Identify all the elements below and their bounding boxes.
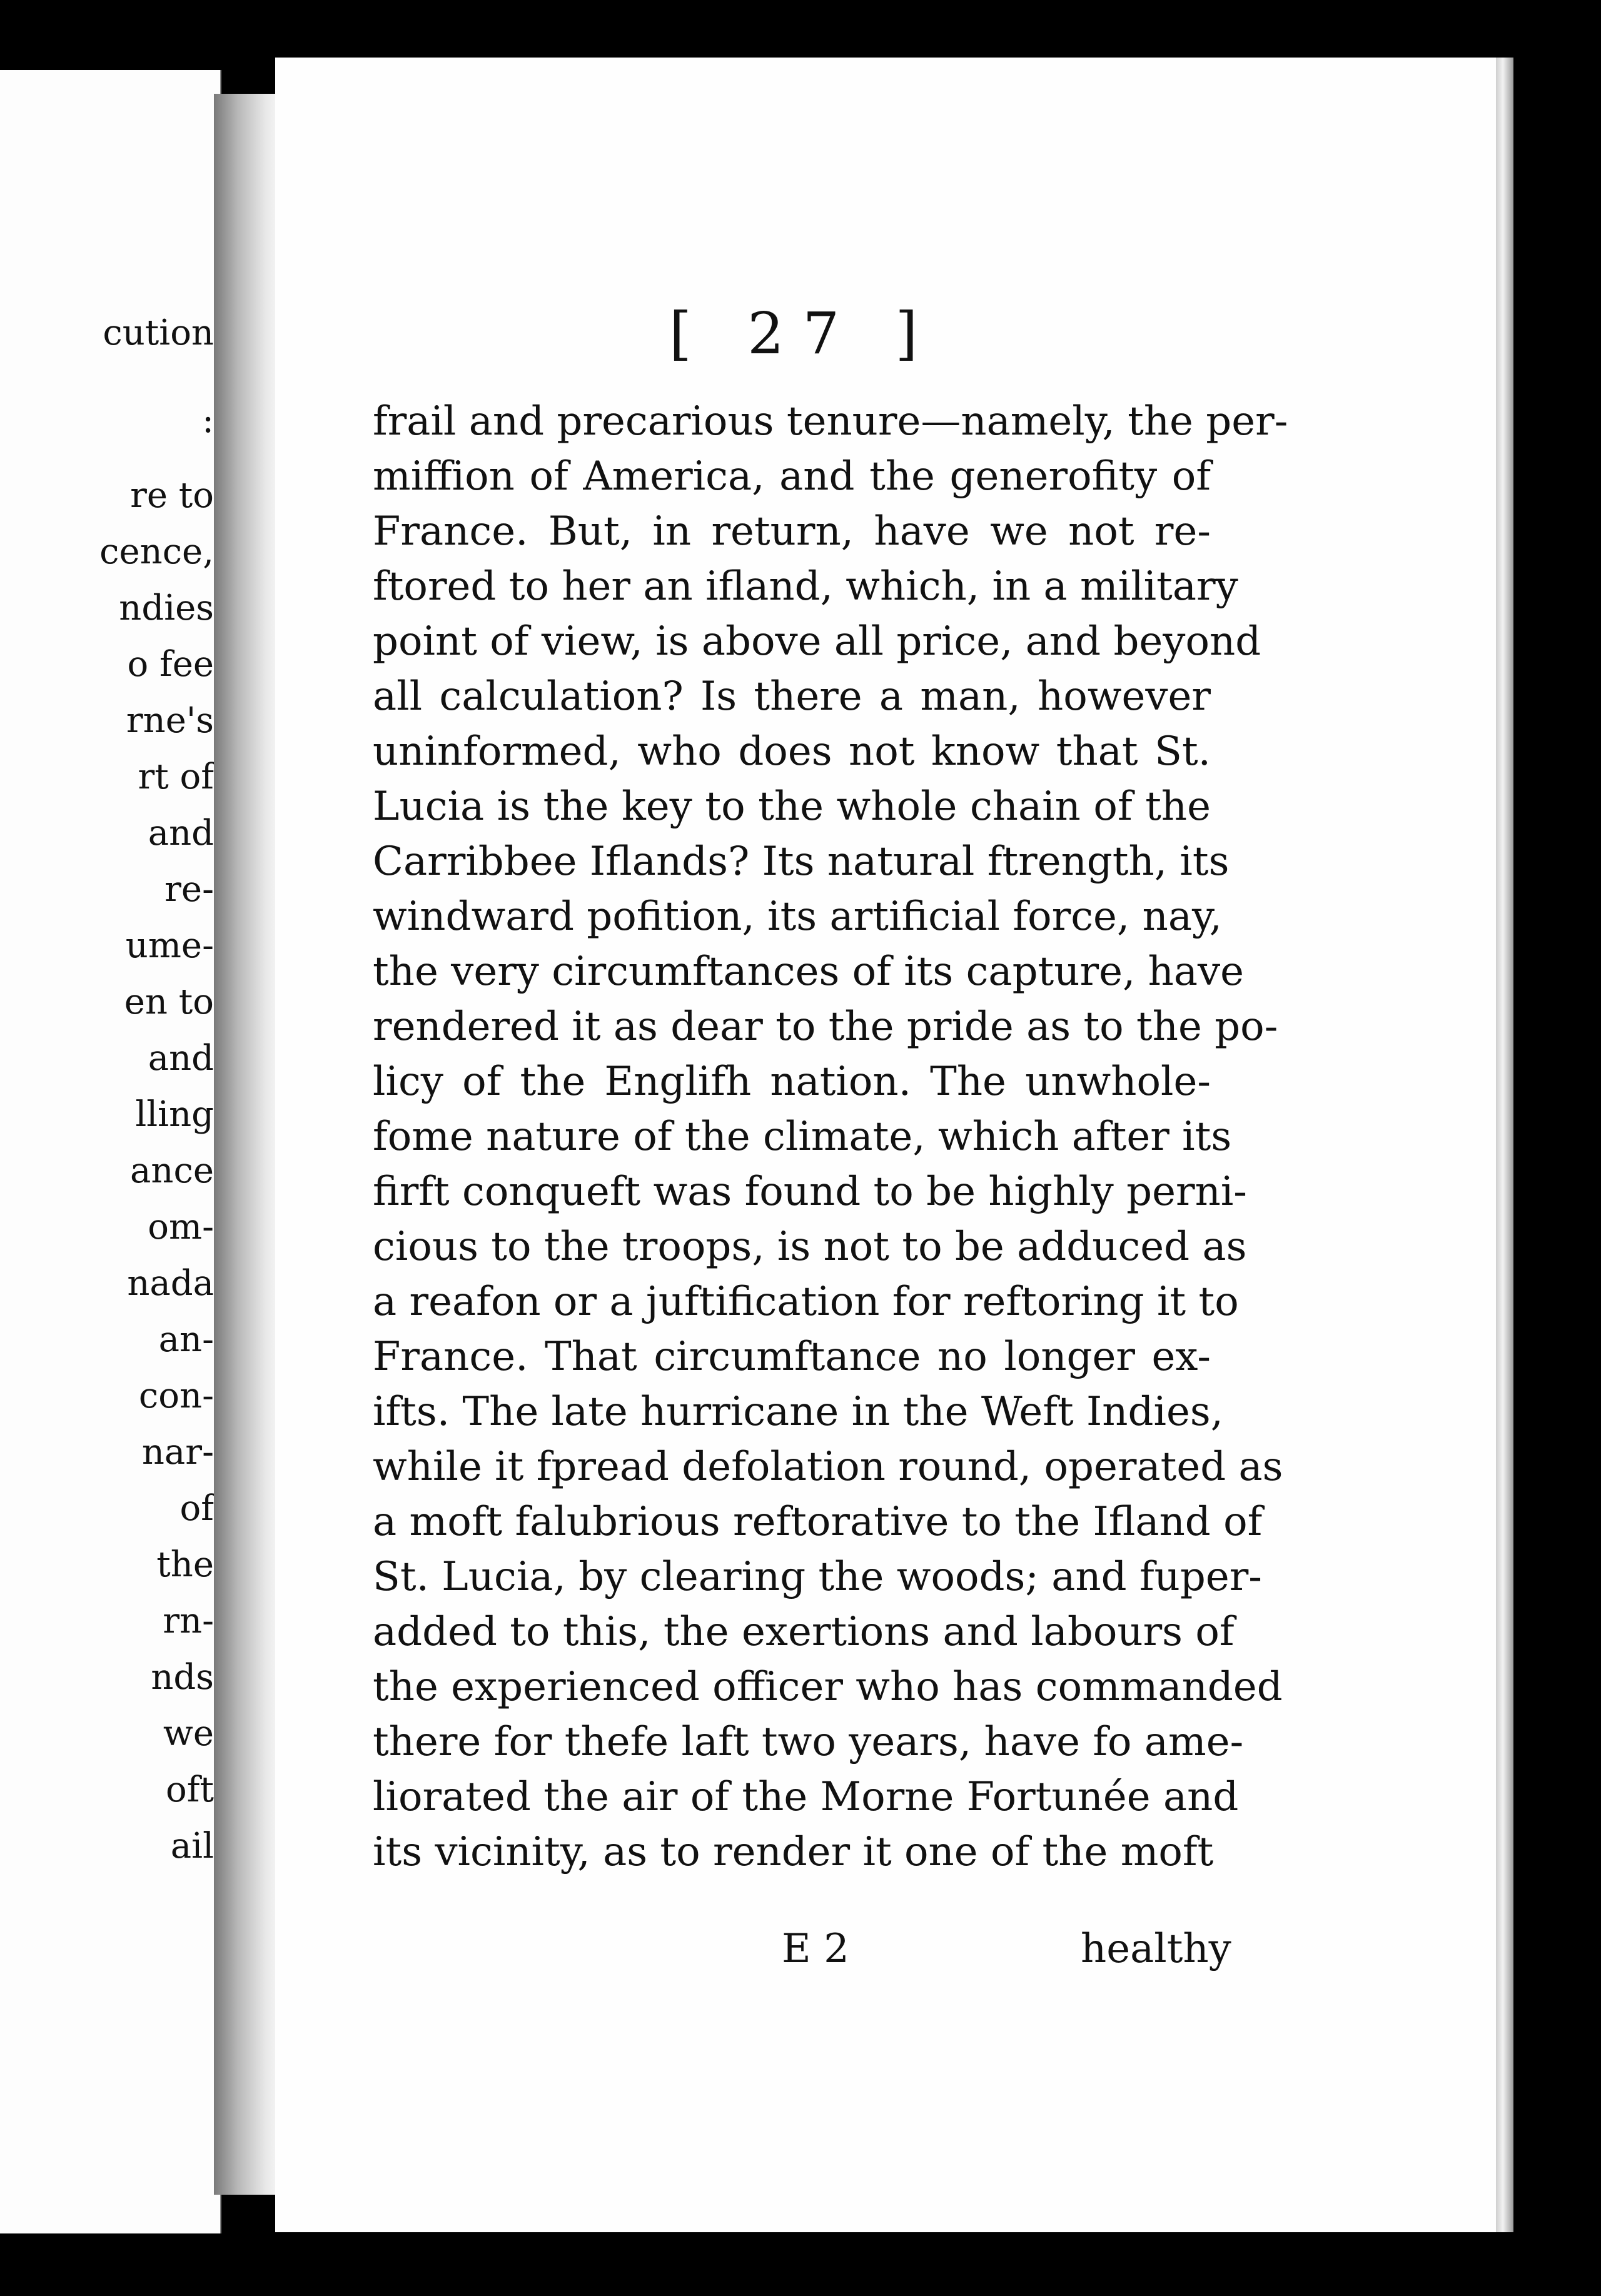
left-page-line: ndies [119,588,214,628]
text-line: while it fpread defolation round, operated as [373,1444,1283,1490]
text-line: windward pofition, its artificial force, nay, [373,894,1222,940]
left-page-line: ail [170,1826,214,1866]
text-line: St. Lucia, by clearing the woods; and fuper- [373,1554,1262,1600]
text-line: licy of the Englifh nation. The unwhole- [373,1059,1211,1105]
catchword: healthy [1081,1926,1231,1972]
text-line: Carribbee Iflands? Its natural ftrength, its [373,838,1230,885]
text-line: rendered it as dear to the pride as to the po- [373,1004,1278,1050]
text-line: uninformed, who does not know that St. [373,728,1211,775]
text-line: ftored to her an ifland, which, in a military [373,563,1238,610]
text-line: the experienced officer who has commanded [373,1664,1283,1710]
left-page-line: : [202,400,214,441]
body-text [373,394,1288,1880]
left-page-line: om- [148,1207,214,1247]
text-line: there for thefe laft two years, have fo ame- [373,1719,1244,1765]
text-line: the very circumftances of its capture, have [373,949,1245,995]
text-line: frail and precarious tenure—namely, the per- [373,398,1288,445]
left-page-line: nada [127,1263,214,1304]
text-line: point of view, is above all price, and beyond [373,618,1261,665]
left-page-line: o fee [127,644,214,685]
left-page-line: cution [103,313,214,353]
text-line: firft conqueft was found to be highly perni- [373,1169,1247,1215]
left-page-line: re to [130,475,214,516]
left-page-line: con- [138,1376,214,1416]
book-gutter [214,94,283,2195]
left-page-line: we [163,1713,214,1754]
left-page-line: nds [151,1657,214,1698]
text-line: a moft falubrious reftorative to the Ifland of [373,1499,1263,1545]
text-line: miffion of America, and the generofity of [373,453,1211,500]
left-page-line: oft [166,1770,214,1810]
left-page-line: rn- [163,1601,214,1641]
left-page-line: ume- [125,925,214,966]
text-line: France. That circumftance no longer ex- [373,1334,1211,1380]
left-page-line: of [179,1488,214,1529]
left-page-line: an- [158,1319,214,1360]
text-line: France. But, in return, have we not re- [373,508,1211,555]
left-page-line: ance [130,1151,214,1191]
left-page-line: rt of [138,757,214,797]
text-line: added to this, the exertions and labours of [373,1609,1235,1655]
left-page-line: lling [135,1094,214,1135]
left-page-line: and [148,1038,214,1079]
text-line: liorated the air of the Morne Fortunée and [373,1774,1239,1820]
page-edge [1496,58,1513,2232]
text-line: ifts. The late hurricane in the Weft Indies, [373,1389,1223,1435]
left-page-line: en to [124,982,214,1022]
text-line: all calculation? Is there a man, however [373,673,1211,720]
text-line: fome nature of the climate, which after its [373,1114,1232,1160]
text-line: cious to the troops, is not to be adduced as [373,1224,1247,1270]
left-page-line: nar- [141,1432,214,1473]
left-page-line: rne's [126,700,214,741]
left-page-line: the [156,1544,214,1585]
page-number-header: [ 27 ] [669,300,937,367]
text-line: a reafon or a juftification for reftoring it to [373,1279,1239,1325]
left-page [0,70,221,2233]
text-line: its vicinity, as to render it one of the moft [373,1829,1214,1875]
left-page-line: cence, [99,531,214,572]
text-line: Lucia is the key to the whole chain of the [373,783,1211,830]
left-page-line: re- [164,869,214,910]
left-page-line: and [148,813,214,853]
signature-mark: E 2 [782,1926,849,1972]
